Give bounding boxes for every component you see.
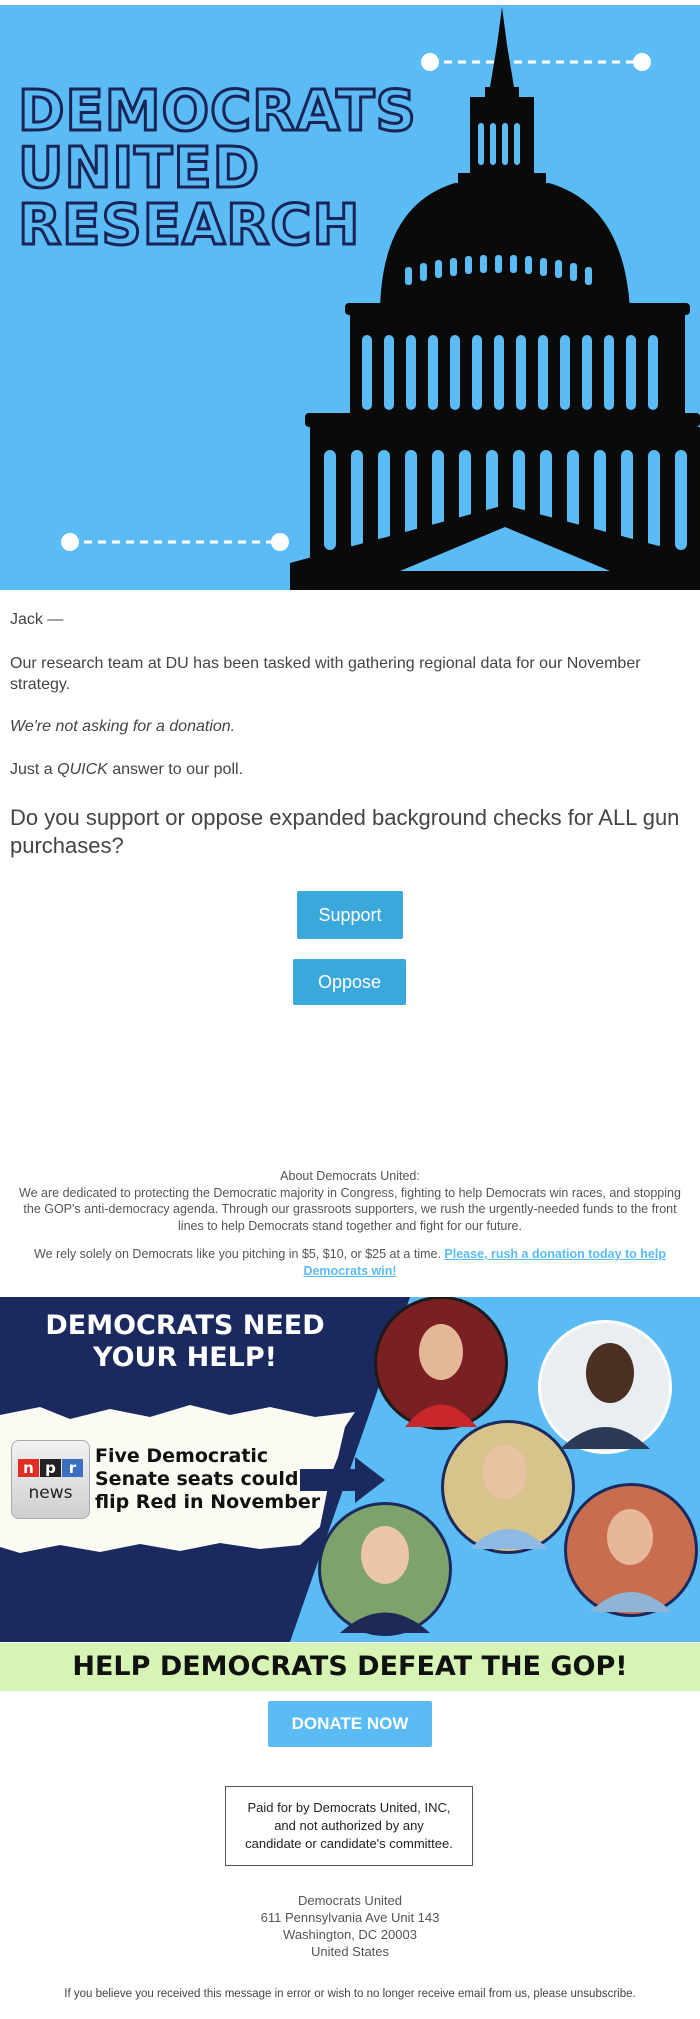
about-rely bbox=[10, 1246, 690, 1279]
paid-line-2: and not authorized by any bbox=[274, 1818, 424, 1833]
dot-bottom-right bbox=[271, 533, 289, 551]
about-heading: About Democrats United: bbox=[280, 1169, 420, 1183]
dot-top-right bbox=[633, 53, 651, 71]
banner-sub-line-1: Five Democratic bbox=[95, 1445, 269, 1467]
dot-top-left bbox=[421, 53, 439, 71]
rely-text: We rely solely on Democrats like you pitching in $5, $10, or $25 at a time. bbox=[34, 1247, 445, 1261]
candidate-photo bbox=[564, 1483, 698, 1617]
paid-line-3: candidate or candidate's committee. bbox=[245, 1836, 453, 1851]
greeting: Jack — bbox=[10, 611, 64, 628]
quick-emphasis: QUICK bbox=[57, 761, 108, 778]
paragraph-intro: Our research team at DU has been tasked with gathering regional data for our November strategy. bbox=[10, 655, 641, 693]
banner-headline-line-2: YOUR HELP! bbox=[92, 1342, 277, 1373]
donation-link[interactable]: Please, rush a donation today to help Democrats win! bbox=[303, 1247, 666, 1278]
npr-letter-p: p bbox=[40, 1459, 61, 1477]
address-city: Washington, DC 20003 bbox=[283, 1927, 417, 1942]
defeat-gop-bar[interactable]: HELP DEMOCRATS DEFEAT THE GOP! bbox=[0, 1643, 700, 1691]
hero-title-line-2: UNITED bbox=[18, 136, 261, 201]
candidate-photo bbox=[374, 1297, 508, 1430]
candidate-photo bbox=[441, 1420, 575, 1554]
npr-letter-r: r bbox=[62, 1459, 83, 1477]
dot-bottom-left bbox=[61, 533, 79, 551]
banner-subheadline bbox=[95, 1445, 335, 1514]
npr-logo bbox=[11, 1440, 90, 1519]
unsubscribe-notice[interactable]: If you believe you received this message in error or wish to no longer receive email from us, please unsubscribe. bbox=[64, 1988, 636, 2000]
poll-question: Do you support or oppose expanded background checks for ALL gun purchases? bbox=[10, 805, 680, 858]
address-street: 611 Pennsylvania Ave Unit 143 bbox=[260, 1910, 440, 1925]
banner-headline bbox=[0, 1310, 370, 1374]
candidate-photo bbox=[538, 1320, 672, 1454]
address-country: United States bbox=[310, 1944, 390, 1959]
hero-title-line-1: DEMOCRATS bbox=[18, 79, 417, 144]
support-button[interactable]: Support bbox=[297, 891, 403, 939]
quick-post: answer to our poll. bbox=[107, 761, 243, 778]
candidate-photo bbox=[318, 1502, 452, 1636]
mailing-address bbox=[200, 1892, 500, 1960]
paragraph-no-donation: We're not asking for a donation. bbox=[10, 718, 236, 735]
quick-pre: Just a bbox=[10, 761, 58, 778]
paragraph-quick-answer bbox=[10, 761, 690, 779]
banner-headline-line-1: DEMOCRATS NEED bbox=[45, 1310, 325, 1341]
about-body: We are dedicated to protecting the Democratic majority in Congress, fighting to help Democrats win races, and stopping the GOP's anti-democracy agenda. Through our grassroots supporters, we rush the urgently-needed funds to the front lines to help Democrats stand together and fight for our future. bbox=[19, 1185, 681, 1233]
hero-title-line-3: RESEARCH bbox=[18, 193, 361, 258]
npr-news-label: news bbox=[28, 1483, 73, 1503]
banner-sub-line-2: Senate seats could bbox=[95, 1468, 299, 1490]
paid-for-disclaimer bbox=[225, 1786, 473, 1866]
hero-title bbox=[18, 79, 417, 258]
oppose-button[interactable]: Oppose bbox=[293, 959, 406, 1005]
donate-now-button[interactable]: DONATE NOW bbox=[268, 1701, 432, 1747]
banner-sub-line-3: flip Red in November bbox=[95, 1491, 321, 1513]
promo-banner[interactable] bbox=[0, 1297, 700, 1642]
address-org: Democrats United bbox=[297, 1893, 403, 1908]
about-section bbox=[10, 1168, 690, 1279]
paid-line-1: Paid for by Democrats United, INC, bbox=[247, 1800, 451, 1815]
hero-banner bbox=[0, 5, 700, 590]
npr-letter-n: n bbox=[18, 1459, 39, 1477]
